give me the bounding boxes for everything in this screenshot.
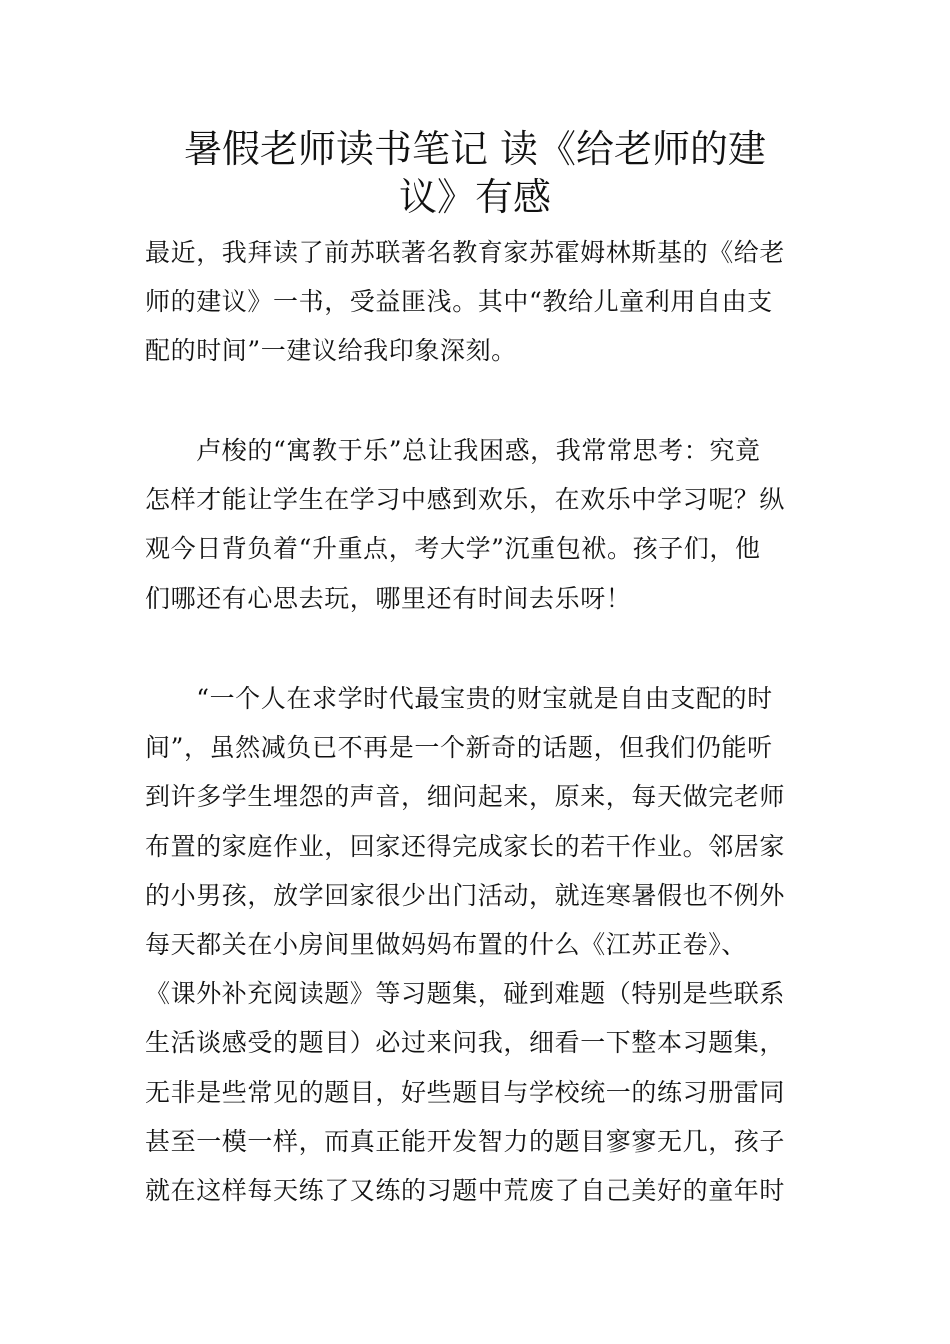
paragraph-line: 甚至一模一样，而真正能开发智力的题目寥寥无几，孩子: [145, 1126, 786, 1156]
paragraph-3: [145, 674, 810, 1215]
paragraph-line: 配的时间”一建议给我印象深刻。: [145, 336, 517, 366]
document-title-line-2: 议》有感: [398, 175, 551, 219]
paragraph-line: “一个人在求学时代最宝贵的财宝就是自由支配的时: [145, 684, 773, 713]
paragraph-line: 就在这样每天练了又练的习题中荒废了自己美好的童年时: [145, 1176, 786, 1206]
paragraph-line: 无非是些常见的题目，好些题目与学校统一的练习册雷同: [145, 1077, 786, 1107]
paragraph-line: 每天都关在小房间里做妈妈布置的什么《江苏正卷》、: [145, 930, 747, 960]
paragraph-line: 观今日背负着“升重点，考大学”沉重包袱。孩子们，他: [145, 534, 761, 564]
paragraph-2: [145, 426, 810, 623]
paragraph-line: 间”，虽然减负已不再是一个新奇的话题，但我们仍能听: [145, 733, 773, 763]
paragraph-1: [145, 228, 810, 376]
paragraph-line: 的小男孩，放学回家很少出门活动，就连寒暑假也不例外: [145, 880, 786, 910]
paragraph-line: 生活谈感受的题目）必过来问我，细看一下整本习题集，: [145, 1028, 786, 1058]
document-title-line-1: 暑假老师读书笔记 读《给老师的建: [183, 127, 767, 171]
paragraph-line: 师的建议》一书，受益匪浅。其中“教给儿童利用自由支: [145, 287, 773, 317]
paragraph-line: 们哪还有心思去玩，哪里还有时间去乐呀！: [145, 583, 632, 613]
paragraph-line: 卢梭的“寓教于乐”总让我困惑，我常常思考：究竟: [145, 436, 761, 465]
paragraph-line: 布置的家庭作业，回家还得完成家长的若干作业。邻居家: [145, 831, 786, 861]
paragraph-line: 到许多学生埋怨的声音，细问起来，原来，每天做完老师: [145, 782, 786, 812]
paragraph-line: 最近，我拜读了前苏联著名教育家苏霍姆林斯基的《给老: [145, 238, 786, 267]
paragraph-line: 怎样才能让学生在学习中感到欢乐，在欢乐中学习呢？纵: [145, 485, 786, 515]
paragraph-line: 《课外补充阅读题》等习题集，碰到难题（特别是些联系: [145, 979, 786, 1009]
